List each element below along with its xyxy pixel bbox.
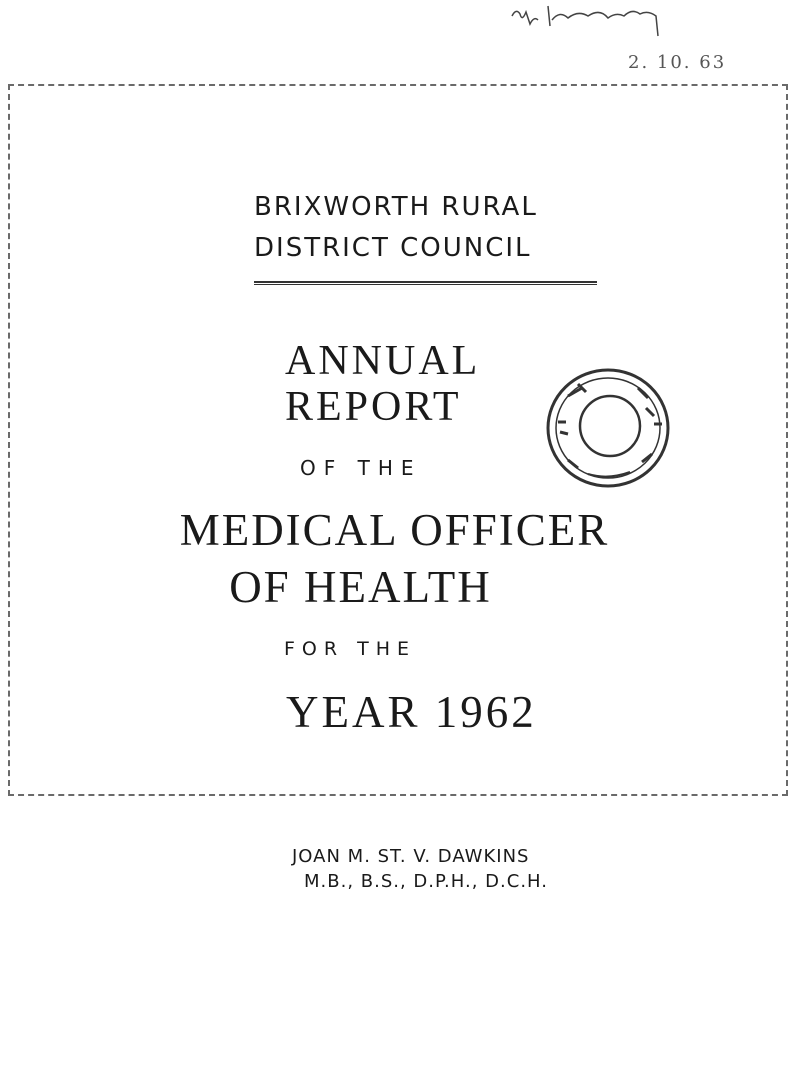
title-report: REPORT <box>285 384 462 430</box>
title-annual: ANNUAL <box>285 338 481 384</box>
title-medical-officer: MEDICAL OFFICER <box>179 505 610 555</box>
council-name-underline <box>254 281 597 285</box>
author-name: JOAN M. ST. V. DAWKINS <box>292 846 530 867</box>
title-of-health: OF HEALTH <box>229 562 492 612</box>
title-of-the: OF THE <box>300 456 422 480</box>
council-seal-icon <box>538 362 678 497</box>
council-name-line-1: BRIXWORTH RURAL <box>254 192 538 222</box>
title-year: YEAR 1962 <box>286 687 537 737</box>
handwritten-signature-mark <box>508 2 688 42</box>
author-qualifications: M.B., B.S., D.P.H., D.C.H. <box>304 871 548 892</box>
handwritten-reference-number: 2. 10. 63 <box>628 52 727 73</box>
council-name-line-2: DISTRICT COUNCIL <box>254 233 532 263</box>
title-for-the: FOR THE <box>284 638 417 660</box>
